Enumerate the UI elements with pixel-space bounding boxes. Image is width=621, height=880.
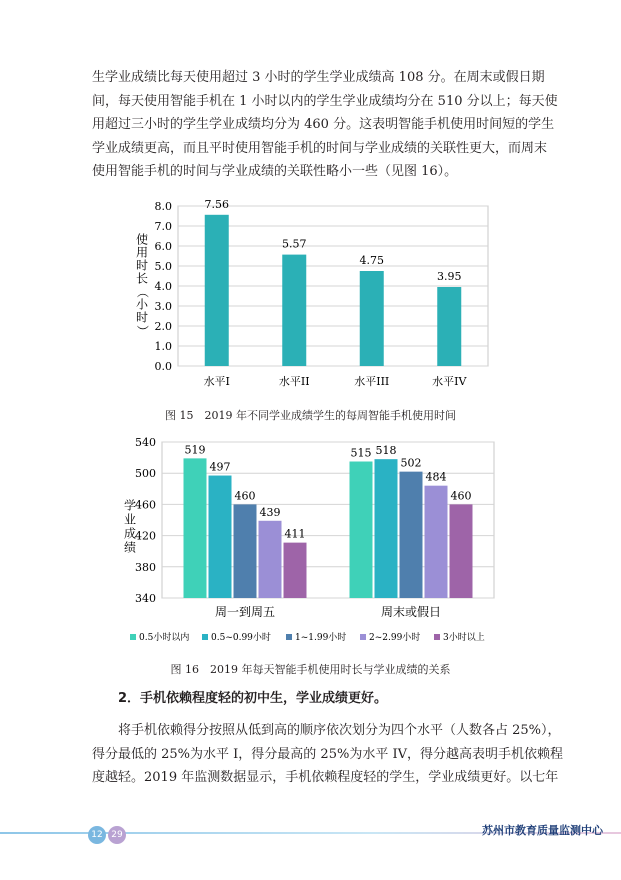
y-axis-label: 学 (123, 498, 137, 513)
y-tick-label: 6.0 (154, 240, 172, 253)
bar (375, 459, 398, 598)
intro-paragraph (92, 66, 558, 184)
bar (259, 521, 282, 598)
y-tick-label: 7.0 (154, 220, 172, 233)
legend-swatch (130, 634, 136, 640)
intro-line: 使用智能手机的时间与学业成绩的关联性略小一些（见图 16）。 (92, 164, 458, 179)
figure16-grouped-bar-chart (110, 432, 506, 652)
body-paragraph (92, 719, 563, 790)
y-tick-label: 2.0 (154, 320, 172, 333)
figure15-bar-chart (120, 192, 500, 400)
data-label: 518 (375, 444, 397, 458)
x-tick-label: 水平IV (432, 375, 467, 388)
y-axis-label: 成 (123, 526, 137, 541)
legend-swatch (434, 634, 440, 640)
data-label: 460 (234, 489, 256, 503)
x-tick-label: 水平II (278, 375, 310, 388)
y-tick-label: 0.0 (154, 360, 172, 373)
x-tick-label: 周一到周五 (214, 605, 276, 619)
bar (360, 271, 384, 366)
bar (234, 504, 257, 598)
y-tick-label: 420 (135, 529, 156, 543)
data-label: 5.57 (282, 237, 307, 251)
data-label: 484 (425, 470, 447, 484)
data-label: 502 (400, 456, 422, 470)
bar (282, 255, 306, 366)
intro-line: 生学业成绩比每天使用超过 3 小时的学生学业成绩高 108 分。在周末或假日期 (92, 70, 545, 85)
y-tick-label: 340 (135, 592, 156, 605)
data-label: 497 (209, 460, 231, 474)
y-axis-label: ） (135, 324, 150, 338)
total-pages-badge: 29 (108, 826, 126, 844)
figure15-caption: 图 15 2019 年不同学业成绩学生的每周智能手机使用时间 (165, 409, 456, 422)
y-tick-label: 8.0 (154, 200, 172, 213)
y-axis-label: 使 (135, 232, 149, 247)
legend-label: 0.5~0.99小时 (211, 633, 271, 643)
legend-swatch (360, 634, 366, 640)
bar (400, 472, 423, 598)
legend-swatch (286, 634, 292, 640)
y-axis-label: 时 (135, 258, 149, 273)
legend-label: 3小时以上 (443, 633, 485, 643)
bar (425, 486, 448, 598)
section-heading: 2．手机依赖程度轻的初中生，学业成绩更好。 (118, 691, 388, 706)
bar (209, 476, 232, 598)
page-number-badge: 12 (88, 826, 106, 844)
bar (450, 504, 473, 598)
y-tick-label: 1.0 (154, 340, 172, 353)
y-tick-label: 5.0 (154, 260, 172, 273)
y-axis-label: （ (135, 285, 150, 299)
y-tick-label: 4.0 (154, 280, 172, 293)
data-label: 519 (184, 443, 206, 457)
bar (284, 543, 307, 598)
intro-line: 学业成绩更高，而且平时使用智能手机的时间与学业成绩的关联性更大，而周末 (92, 140, 548, 156)
data-label: 4.75 (359, 254, 384, 267)
x-tick-label: 水平III (354, 375, 390, 388)
y-axis-label: 业 (123, 512, 137, 527)
y-axis-label: 长 (135, 271, 149, 286)
legend-swatch (202, 634, 208, 640)
intro-line: 间，每天使用智能手机在 1 小时以内的学生学业成绩均分在 510 分以上；每天使 (92, 93, 558, 109)
bar (184, 458, 207, 598)
bar (350, 462, 373, 599)
y-tick-label: 540 (135, 436, 156, 449)
x-tick-label: 周末或假日 (380, 605, 442, 619)
y-tick-label: 460 (135, 498, 156, 512)
bar (205, 215, 229, 366)
data-label: 7.56 (204, 197, 229, 211)
x-tick-label: 水平I (203, 375, 230, 388)
body-line: 得分最低的 25%为水平 I，得分最高的 25%为水平 IV，得分越高表明手机依赖程 (92, 746, 563, 762)
y-tick-label: 3.0 (154, 300, 172, 313)
body-line: 度越轻。2019 年监测数据显示，手机依赖程度轻的学生，学业成绩更好。以七年 (92, 770, 559, 785)
intro-line: 用超过三小时的学生学业成绩均分为 460 分。这表明智能手机使用时间短的学生 (92, 117, 555, 132)
y-tick-label: 380 (135, 560, 156, 574)
figure16-caption: 图 16 2019 年每天智能手机使用时长与学业成绩的关系 (170, 663, 451, 676)
y-tick-label: 500 (135, 467, 156, 481)
legend-label: 0.5小时以内 (139, 633, 190, 643)
legend-label: 2~2.99小时 (369, 633, 421, 643)
footer-organization: 苏州市教育质量监测中心 (482, 824, 603, 837)
bar (437, 287, 461, 366)
y-axis-label: 时 (135, 310, 149, 325)
data-label: 3.95 (437, 270, 462, 283)
data-label: 460 (450, 489, 472, 503)
data-label: 411 (284, 527, 306, 541)
data-label: 515 (350, 446, 372, 460)
body-line: 将手机依赖得分按照从低到高的顺序依次划分为四个水平（人数各占 25%）， (118, 723, 561, 738)
y-axis-label: 用 (135, 245, 149, 260)
legend-label: 1~1.99小时 (295, 633, 347, 643)
data-label: 439 (259, 505, 281, 519)
y-axis-label: 绩 (123, 540, 137, 555)
y-axis-label: 小 (135, 297, 149, 312)
